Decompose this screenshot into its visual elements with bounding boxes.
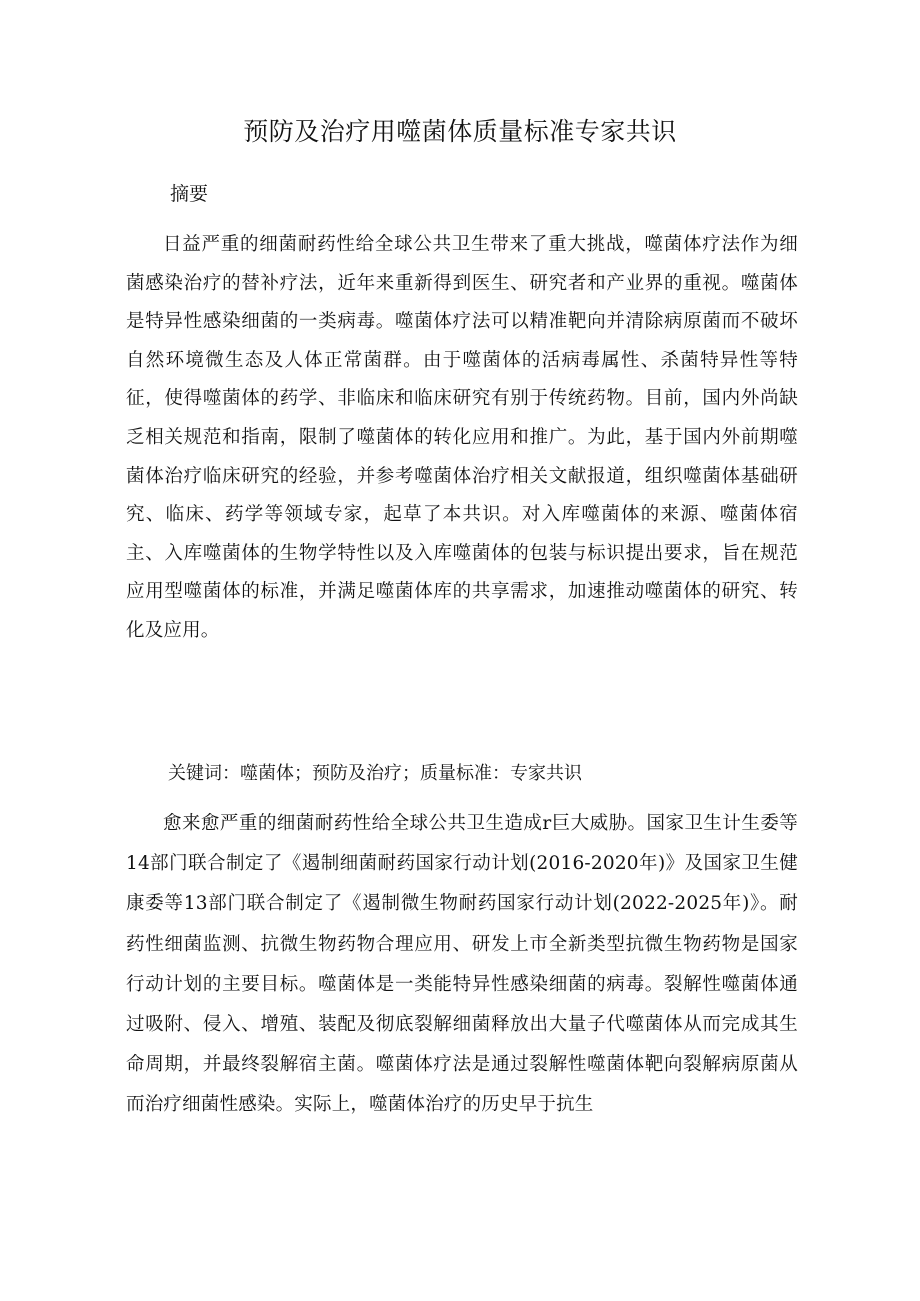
keywords-line xyxy=(168,755,582,793)
document-title: 预防及治疗用噬菌体质量标准专家共识 xyxy=(243,117,677,146)
keywords-value: 噬菌体；预防及治疗；质量标准：专家共识 xyxy=(240,763,582,784)
keywords-label: 关键词： xyxy=(168,763,240,784)
body-paragraph: 愈来愈严重的细菌耐药性给全球公共卫生造成r巨大威胁。国家卫生计生委等14部门联合制定了《遏制细菌耐药国家行动计划(2016-2020年)》及国家卫生健康委等13部门联合制定了《遏制微生物耐药国家行动计划(2022-2025年)》。耐药性细菌监测、抗微生物药物合理应用、研发上市全新类型抗微生物药物是国家行动计划的主要目标。噬菌体是一类能特异性感染细菌的病毒。裂解性噬菌体通过吸附、侵入、增殖、装配及彻底裂解细菌释放出大量子代噬菌体从而完成其生命周期，并最终裂解宿主菌。噬菌体疗法是通过裂解性噬菌体靶向裂解病原菌从而治疗细菌性感染。实际上，噬菌体治疗的历史早于抗生 xyxy=(126,813,798,1116)
abstract-paragraph: 日益严重的细菌耐药性给全球公共卫生带来了重大挑战，噬菌体疗法作为细菌感染治疗的替补疗法，近年来重新得到医生、研究者和产业界的重视。噬菌体是特异性感染细菌的一类病毒。噬菌体疗法可以精准靶向并清除病原菌而不破坏自然环境微生态及人体正常菌群。由于噬菌体的活病毒属性、杀菌特异性等特征，使得噬菌体的药学、非临床和临床研究有别于传统药物。目前，国内外尚缺乏相关规范和指南，限制了噬菌体的转化应用和推广。为此，基于国内外前期噬菌体治疗临床研究的经验，并参考噬菌体治疗相关文献报道，组织噬菌体基础研究、临床、药学等领域专家，起草了本共识。对入库噬菌体的来源、噬菌体宿主、入库噬菌体的生物学特性以及入库噬菌体的包装与标识提出要求，旨在规范应用型噬菌体的标准，并满足噬菌体库的共享需求，加速推动噬菌体的研究、转化及应用。 xyxy=(126,234,798,641)
abstract-heading: 摘要 xyxy=(170,183,209,205)
